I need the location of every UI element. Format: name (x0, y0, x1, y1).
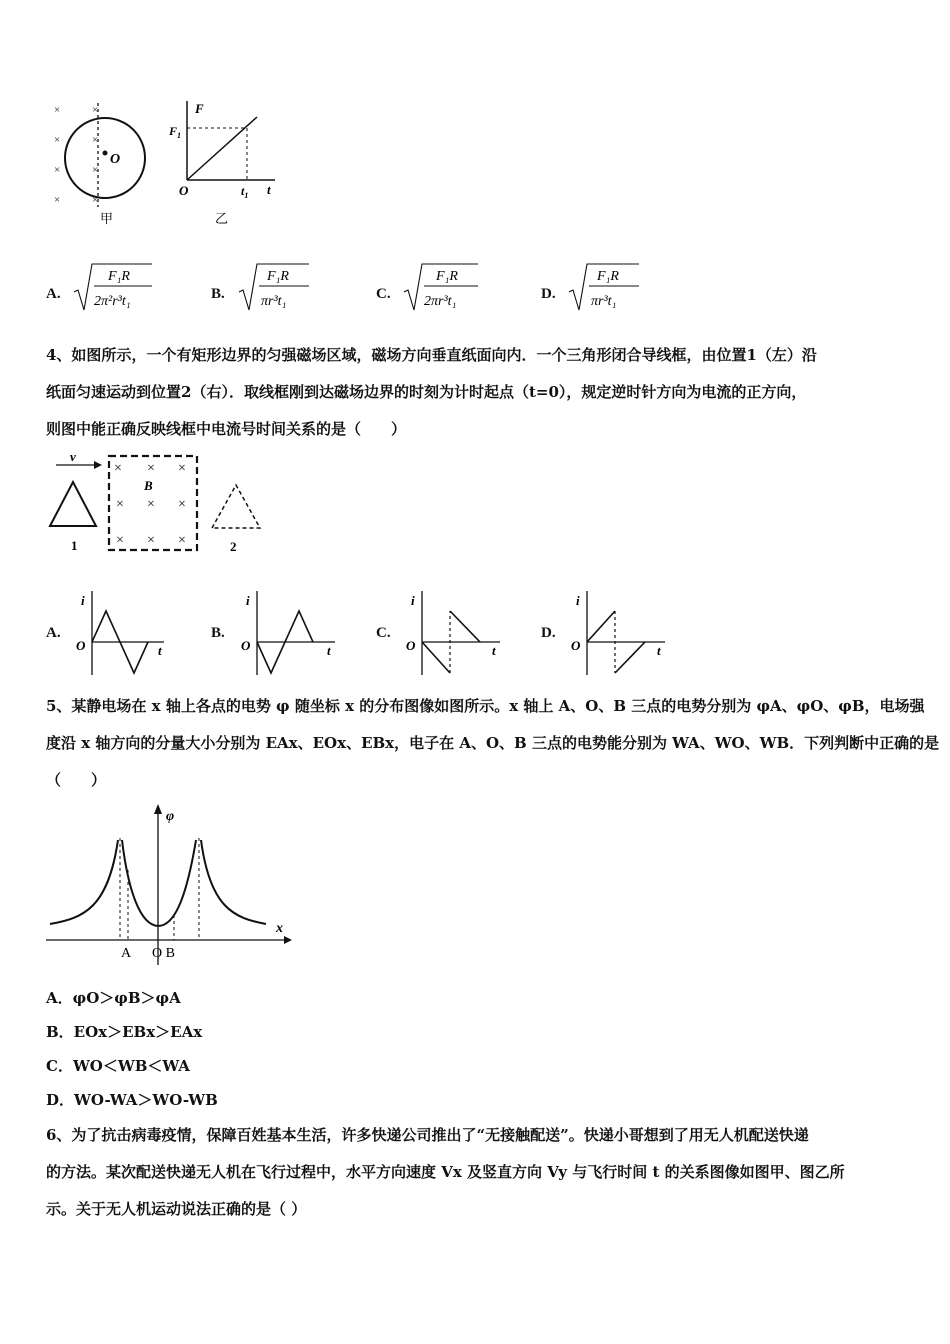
svg-text:×: × (147, 497, 155, 512)
axis-i-label: i (246, 593, 250, 608)
t1-sub: 1 (244, 191, 249, 200)
q6-line-2: 的方法。某次配送快递无人机在飞行过程中，水平方向速度 Vx 及竖直方向 Vy 与飞行时间 t 的关系图像如图甲、图乙所 (46, 1163, 845, 1181)
axis-o-label: O (571, 638, 581, 653)
t1-label: t (241, 184, 245, 198)
axis-o-label: O (76, 638, 86, 653)
q6-line-1: 6、为了抗击病毒疫情，保障百姓基本生活，许多快递公司推出了“无接触配送”。快递小哥想到了用无人机配送快递 (46, 1126, 809, 1144)
current-graph (74, 585, 196, 680)
option-label: A. (46, 625, 61, 641)
svg-text:×: × (92, 194, 99, 206)
q4-line-3: 则图中能正确反映线框中电流号时间关系的是（ ） (46, 420, 407, 438)
q4-option-d[interactable] (541, 585, 691, 680)
axis-t-label: t (158, 643, 162, 658)
svg-text:×: × (178, 461, 186, 476)
svg-text:×: × (116, 497, 124, 512)
svg-text:×: × (92, 164, 99, 176)
center-o-label: O (110, 152, 121, 167)
q5-option-a[interactable]: A．φO＞φB＞φA (46, 989, 181, 1007)
position-1-label: 1 (71, 538, 78, 553)
option-label: A. (46, 286, 61, 302)
svg-text:F1 (168, 124, 181, 140)
axis-x-label: x (276, 921, 283, 936)
svg-text:×: × (92, 104, 99, 116)
svg-text:×: × (54, 104, 61, 116)
svg-text:×: × (114, 461, 122, 476)
denominator: πr³t₁ (591, 294, 617, 309)
q5-option-b[interactable]: B．EOx＞EBx＞EAx (46, 1023, 203, 1041)
option-label: C. (376, 625, 391, 641)
q4-line-2: 纸面匀速运动到位置2（右）．取线框刚到达磁场边界的时刻为计时起点（t=0），规定逆时针方向为电流的正方向， (46, 383, 807, 401)
current-graph (239, 585, 361, 680)
f1-sub: 1 (177, 131, 182, 140)
numerator: F₁R (108, 269, 130, 284)
f1-label: F (169, 124, 178, 138)
numerator: F₁R (436, 269, 458, 284)
svg-text:×: × (92, 134, 99, 146)
option-label: B. (211, 286, 225, 302)
q3-option-a[interactable] (46, 262, 196, 314)
numerator: F₁R (267, 269, 289, 284)
point-ob-label: O B (152, 946, 175, 961)
current-graph (569, 585, 691, 680)
svg-text:×: × (116, 533, 124, 548)
origin-label: O (179, 183, 189, 198)
velocity-label: v (70, 450, 76, 464)
svg-text:×: × (147, 461, 155, 476)
jia-label: 甲 (100, 211, 114, 226)
axis-phi-label: φ (166, 809, 175, 824)
yi-label: 乙 (215, 211, 229, 226)
svg-text:×: × (147, 533, 155, 548)
svg-text:×: × (54, 134, 61, 146)
svg-text:t1 (241, 184, 248, 200)
q6-line-3: 示。关于无人机运动说法正确的是（ ） (46, 1200, 307, 1218)
axis-i-label: i (411, 593, 415, 608)
q4-option-b[interactable] (211, 585, 361, 680)
svg-text:×: × (178, 533, 186, 548)
q5-line-3: （ ） (46, 771, 107, 789)
axis-f-label: F (195, 101, 204, 116)
sqrt-fraction (72, 262, 192, 314)
q4-figure (44, 450, 274, 560)
q5-potential-graph (44, 800, 304, 970)
q5-option-c[interactable]: C．WO＜WB＜WA (46, 1057, 190, 1075)
axis-o-label: O (241, 638, 251, 653)
axis-t-label: t (327, 643, 331, 658)
sqrt-fraction (237, 262, 357, 314)
axis-t-label: t (267, 182, 271, 197)
svg-text:×: × (178, 497, 186, 512)
axis-o-label: O (406, 638, 416, 653)
q4-line-1: 4、如图所示，一个有矩形边界的匀强磁场区域，磁场方向垂直纸面向内．一个三角形闭合导线框，由位置1（左）沿 (46, 346, 817, 364)
q4-option-c[interactable] (376, 585, 526, 680)
q3-option-d[interactable] (541, 262, 691, 314)
option-label: D. (541, 625, 556, 641)
q3-option-b[interactable] (211, 262, 361, 314)
q3-figure-jia (44, 95, 164, 230)
q5-option-d[interactable]: D．WO-WA＞WO-WB (46, 1091, 218, 1109)
denominator: 2π²r³t₁ (94, 294, 131, 309)
position-2-label: 2 (230, 539, 237, 554)
arrow-right-icon (284, 936, 292, 944)
axis-t-label: t (657, 643, 661, 658)
option-label: B. (211, 625, 225, 641)
arrow-right-icon (94, 461, 102, 469)
denominator: πr³t₁ (261, 294, 287, 309)
point-a-label: A (121, 946, 132, 961)
axis-i-label: i (81, 593, 85, 608)
numerator: F₁R (597, 269, 619, 284)
field-b-label: B (144, 478, 153, 493)
q3-option-c[interactable] (376, 262, 526, 314)
sqrt-fraction (567, 262, 687, 314)
svg-text:×: × (54, 164, 61, 176)
q4-option-a[interactable] (46, 585, 196, 680)
q3-figure-yi (165, 95, 285, 230)
option-label: C. (376, 286, 391, 302)
sqrt-fraction (402, 262, 522, 314)
axis-i-label: i (576, 593, 580, 608)
option-label: D. (541, 286, 556, 302)
arrow-up-icon (154, 804, 162, 814)
q5-line-1: 5、某静电场在 x 轴上各点的电势 φ 随坐标 x 的分布图像如图所示。x 轴上 A、O、B 三点的电势分别为 φA、φO、φB，电场强 (46, 697, 925, 715)
svg-text:×: × (54, 194, 61, 206)
current-graph (404, 585, 526, 680)
denominator: 2πr³t₁ (424, 294, 457, 309)
q5-line-2: 度沿 x 轴方向的分量大小分别为 EAx、EOx、EBx，电子在 A、O、B 三点的电势能分别为 WA、WO、WB．下列判断中正确的是 (46, 734, 940, 752)
axis-t-label: t (492, 643, 496, 658)
